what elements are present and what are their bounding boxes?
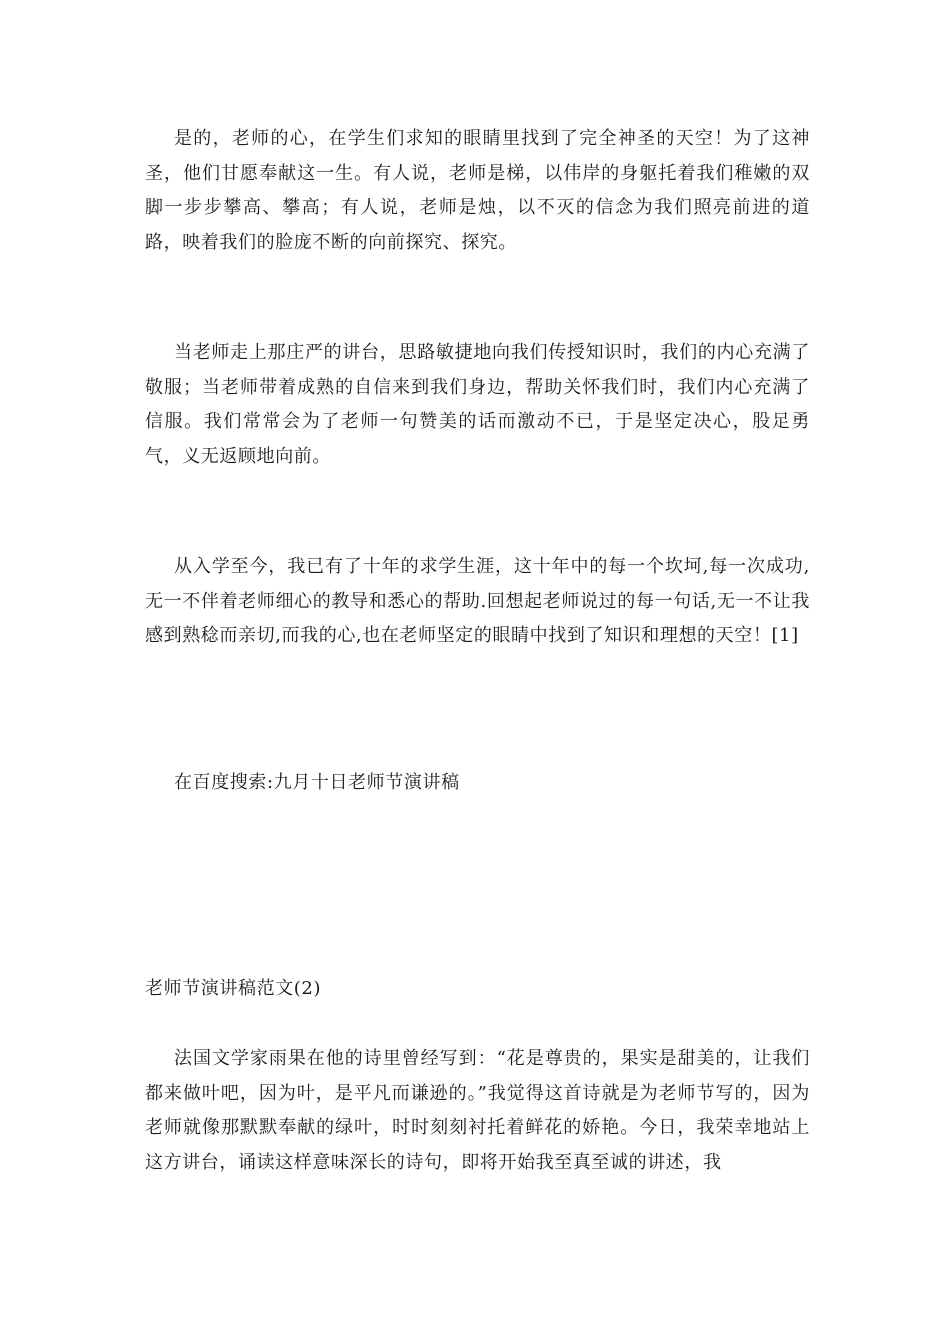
paragraph-teacher-heart: 是的，老师的心，在学生们求知的眼睛里找到了完全神圣的天空！为了这神圣，他们甘愿奉献这一生。有人说，老师是梯，以伟岸的身躯托着我们稚嫩的双脚一步步攀高、攀高；有人说，老师是烛，以不灭的信念为我们照亮前进的道路，映着我们的脸庞不断的向前探究、探究。 <box>145 128 810 253</box>
paragraph-search-hint: 在百度搜索:九月十日老师节演讲稿 <box>174 772 460 793</box>
section-heading: 老师节演讲稿范文(2) <box>145 978 322 999</box>
paragraph-hugo-poem: 法国文学家雨果在他的诗里曾经写到：“花是尊贵的，果实是甜美的，让我们都来做叶吧，因为叶，是平凡而谦逊的。”我觉得这首诗就是为老师节写的，因为老师就像那默默奉献的绿叶，时时刻刻衬托着鲜花的娇艳。今日，我荣幸地站上这方讲台，诵读这样意味深长的诗句，即将开始我至真至诚的讲述，我 <box>145 1048 810 1173</box>
paragraph-ten-years-study: 从入学至今，我已有了十年的求学生涯，这十年中的每一个坎坷,每一次成功,无一不伴着老师细心的教导和悉心的帮助.回想起老师说过的每一句话,无一不让我感到熟稔而亲切,而我的心,也在老师坚定的眼睛中找到了知识和理想的天空！[1] <box>145 556 810 646</box>
paragraph-teacher-podium: 当老师走上那庄严的讲台，思路敏捷地向我们传授知识时，我们的内心充满了敬服；当老师带着成熟的自信来到我们身边，帮助关怀我们时，我们内心充满了信服。我们常常会为了老师一句赞美的话而激动不已，于是坚定决心，股足勇气，义无返顾地向前。 <box>145 342 810 467</box>
